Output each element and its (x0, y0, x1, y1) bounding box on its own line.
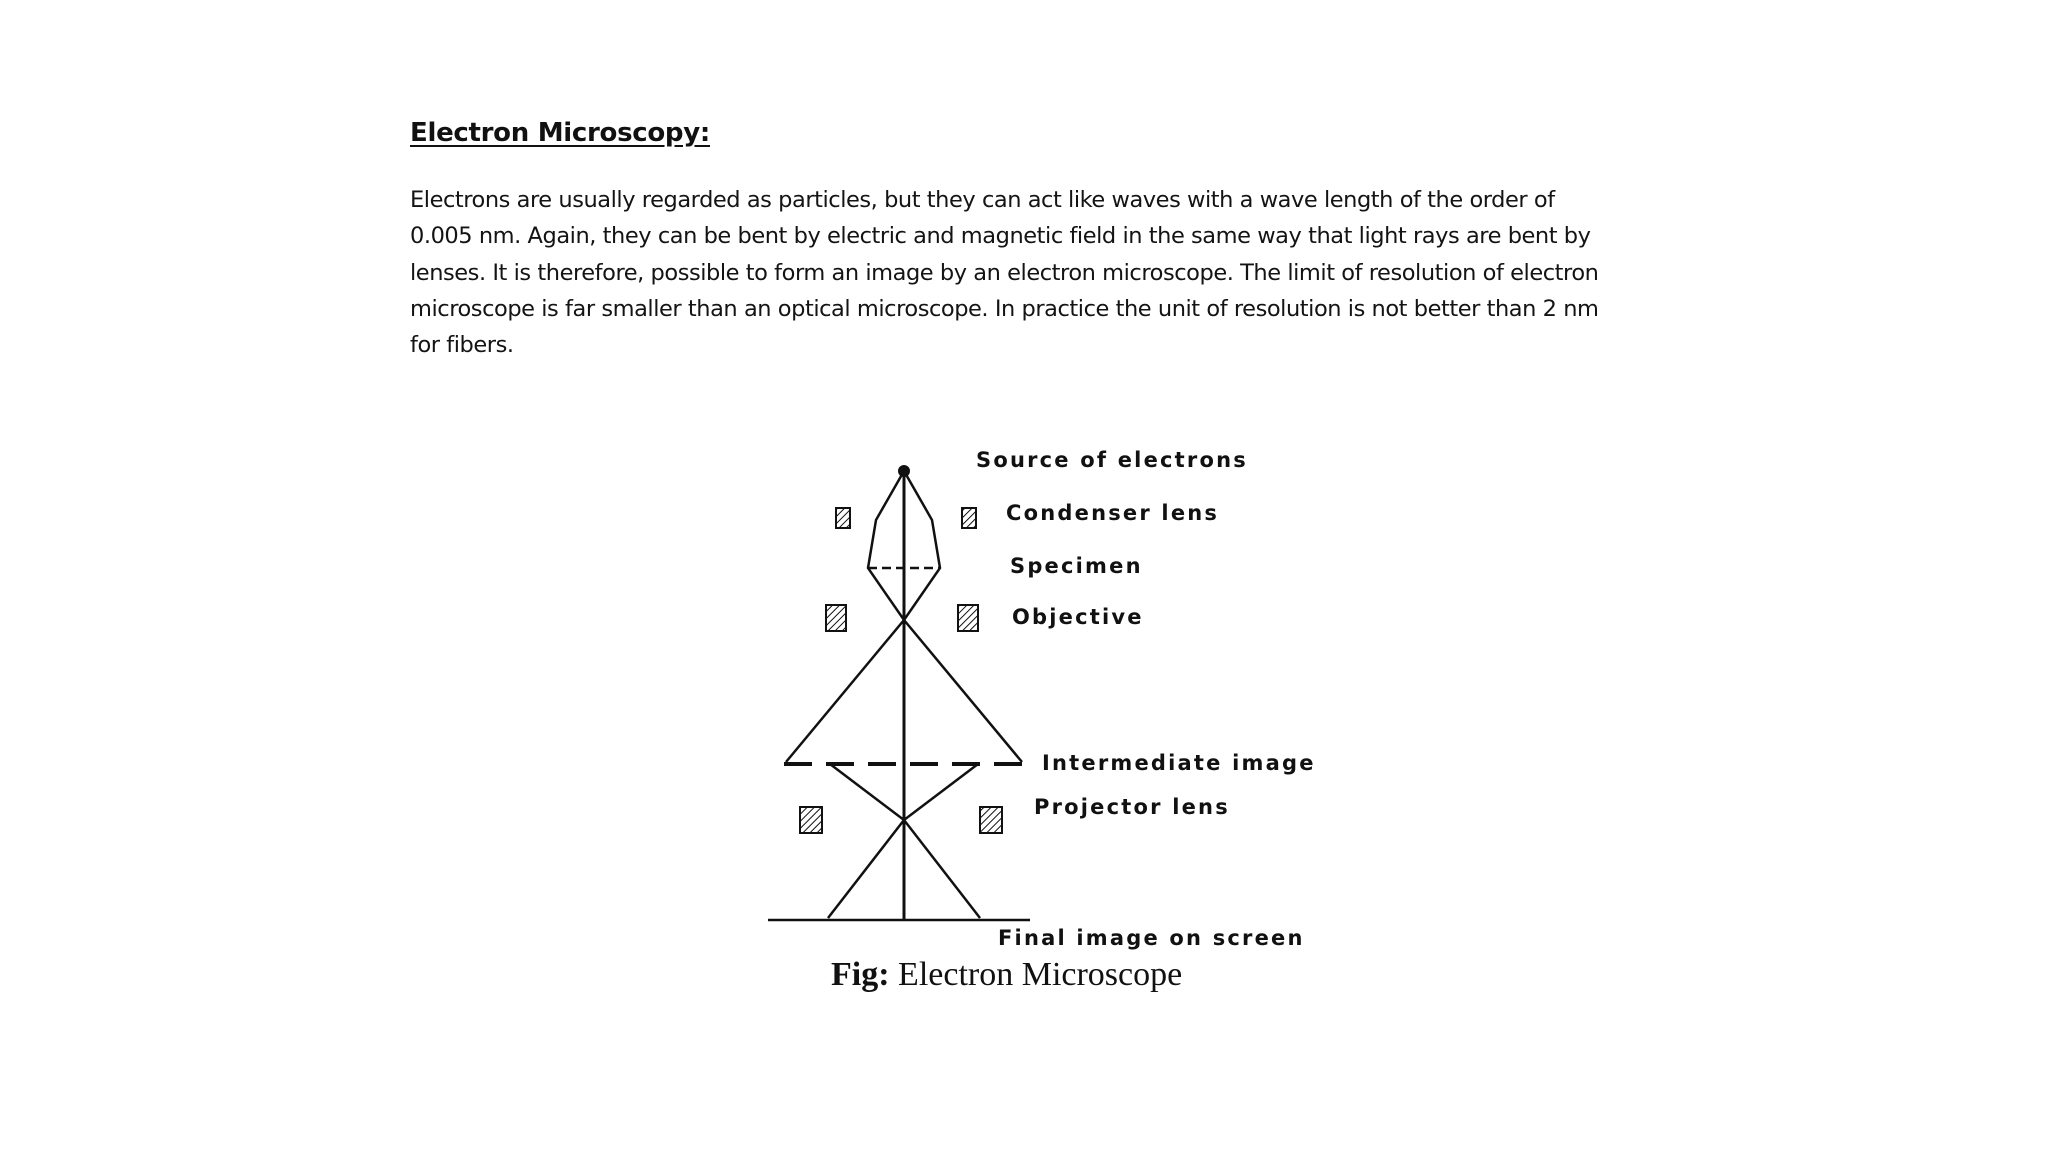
label-intermediate: Intermediate image (1042, 751, 1316, 775)
paragraph-line: microscope is far smaller than an optical microscope. In practice the unit of resolution is not better than 2 nm (410, 295, 1599, 322)
electron-microscope-diagram (700, 440, 1420, 1010)
paragraph-line: 0.005 nm. Again, they can be bent by electric and magnetic field in the same way that light rays are bent by (410, 223, 1591, 250)
paragraph-line: Electrons are usually regarded as particles, but they can act like waves with a wave length of the order of (410, 187, 1555, 213)
label-source: Source of electrons (976, 448, 1248, 472)
condenser-lens-right (962, 508, 976, 528)
objective-lens-right (958, 605, 978, 631)
paragraph-line: lenses. It is therefore, possible to form an image by an electron microscope. The limit of resolution of electron (410, 259, 1599, 286)
projector-lens-right (980, 807, 1002, 833)
figure-caption (831, 956, 1182, 994)
label-final: Final image on screen (998, 926, 1305, 950)
label-specimen: Specimen (1010, 554, 1143, 578)
condenser-lens-left (836, 508, 850, 528)
label-objective: Objective (1012, 605, 1144, 629)
objective-lens-left (826, 605, 846, 631)
paragraph-line: for fibers. (410, 332, 514, 359)
label-projector: Projector lens (1034, 795, 1230, 819)
section-heading: Electron Microscopy: (410, 118, 710, 148)
caption-text: Electron Microscope (898, 956, 1183, 993)
label-condenser: Condenser lens (1006, 501, 1220, 525)
projector-lens-left (800, 807, 822, 833)
caption-prefix: Fig: (831, 956, 890, 993)
body-paragraph (410, 182, 1780, 363)
diagram-svg (700, 440, 1420, 1010)
